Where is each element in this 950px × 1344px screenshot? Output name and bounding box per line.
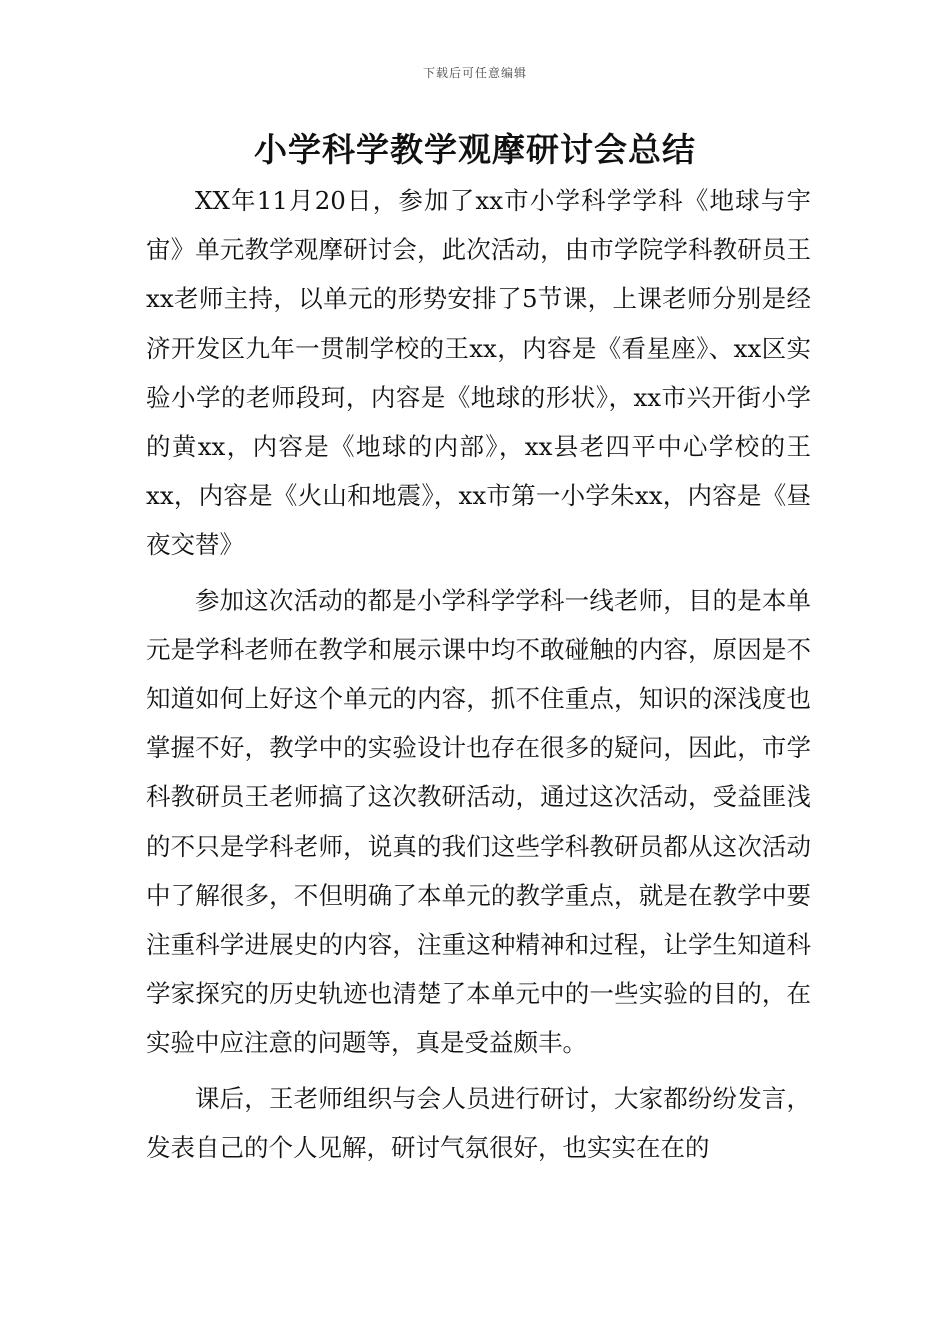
header-note: 下载后可任意编辑 (422, 66, 527, 80)
paragraph-3: 课后，王老师组织与会人员进行研讨，大家都纷纷发言，发表自己的个人见解，研讨气氛很好，也实实在在的 (146, 1083, 811, 1162)
document-title: 小学科学教学观摩研讨会总结 (254, 130, 696, 169)
paragraph-2: 参加这次活动的都是小学科学学科一线老师，目的是本单元是学科老师在教学和展示课中均不敢碰触的内容，原因是不知道如何上好这个单元的内容，抓不住重点，知识的深浅度也掌握不好，教学中的实验设计也存在很多的疑问，因此，市学科教研员王老师搞了这次教研活动，通过这次活动，受益匪浅的不只是学科老师，说真的我们这些学科教研员都从这次活动中了解很多，不但明确了本单元的教学重点，就是在教学中要注重科学进展史的内容，注重这种精神和过程，让学生知道科学家探究的历史轨迹也清楚了本单元中的一些实验的目的，在实验中应注意的问题等，真是受益颇丰。 (146, 585, 811, 1058)
document-body (146, 176, 811, 1178)
paragraph-1: XX年11月20日，参加了xx市小学科学学科《地球与宇宙》单元教学观摩研讨会，此次活动，由市学院学科教研员王xx老师主持，以单元的形势安排了5节课，上课老师分别是经济开发区九年一贯制学校的王xx，内容是《看星座》、xx区实验小学的老师段珂，内容是《地球的形状》，xx市兴开街小学的黄xx，内容是《地球的内部》，xx县老四平中心学校的王xx，内容是《火山和地震》，xx市第一小学朱xx，内容是《昼夜交替》 (146, 186, 811, 560)
